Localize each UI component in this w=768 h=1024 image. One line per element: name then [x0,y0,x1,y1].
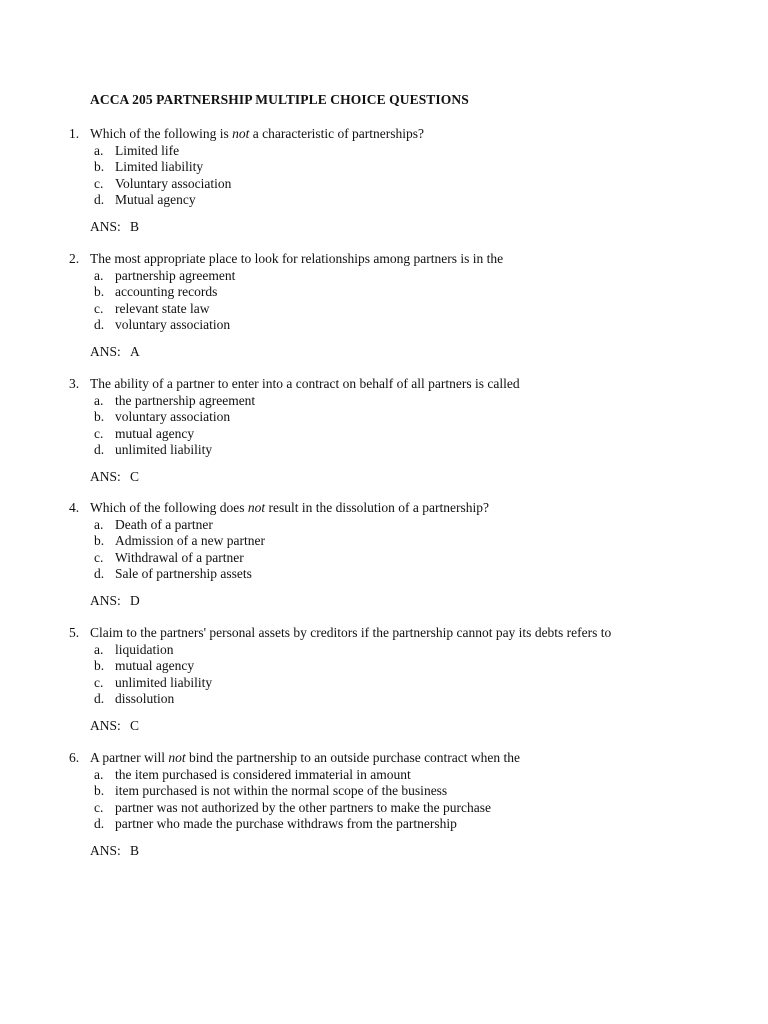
option-letter: c. [94,549,104,565]
option-letter: d. [94,691,105,706]
question-text-pre: Which of the following is [90,126,233,141]
option-a [0,393,768,410]
question-stem [0,625,768,642]
answer-label: ANS: [90,343,121,359]
answer-line [0,843,768,860]
option-text: Admission of a new partner [115,533,265,548]
answer-value: C [130,468,140,484]
option-text: partnership agreement [115,267,236,283]
question-text [90,126,424,143]
answer-line [0,219,768,236]
option-text: partner was not authorized by the other partners to make the purchase [115,799,491,815]
question-number: 2. [69,251,80,266]
question-text-emphasis: not [247,500,266,515]
answer-label: ANS: [90,842,121,858]
option-text: Death of a partner [115,516,213,532]
document-title: ACCA 205 PARTNERSHIP MULTIPLE CHOICE QUESTIONS [90,92,469,107]
option-text: mutual agency [115,425,195,441]
option-text: relevant state law [115,300,210,316]
option-letter: b. [94,409,105,424]
option-letter: b. [94,783,105,798]
option-d [0,566,768,583]
option-text: Voluntary association [115,175,232,191]
option-d [0,816,768,833]
option-text: dissolution [115,691,175,706]
question-text-pre: The most appropriate place to look for relationships among partners is in the [90,251,504,266]
answer-label: ANS: [90,592,121,608]
option-text: mutual agency [115,658,195,673]
question-text [90,376,520,393]
question-text-pre: A partner will [90,750,169,765]
question-stem [0,500,768,517]
option-letter: d. [94,317,105,332]
question-2 [0,251,768,360]
answer-value: C [130,717,140,733]
option-letter: c. [94,300,104,316]
option-text: voluntary association [115,317,231,332]
question-number: 3. [69,376,80,391]
option-text: unlimited liability [115,674,213,690]
option-b [0,409,768,426]
option-text: the partnership agreement [115,392,256,408]
option-b [0,783,768,800]
option-letter: c. [94,674,104,690]
option-text: item purchased is not within the normal scope of the business [115,783,448,798]
option-letter: b. [94,159,105,174]
option-d [0,192,768,209]
question-text [90,251,503,268]
option-d [0,442,768,459]
option-c [0,426,768,443]
option-text: unlimited liability [115,442,213,457]
answer-value: B [130,842,140,858]
answer-label: ANS: [90,717,121,733]
option-letter: d. [94,566,105,581]
option-c [0,176,768,193]
answer-label: ANS: [90,468,121,484]
option-text: partner who made the purchase withdraws from the partnership [115,816,457,831]
option-letter: b. [94,284,105,299]
question-text-post: bind the partnership to an outside purchase contract when the [185,750,521,765]
option-b [0,159,768,176]
option-text: Sale of partnership assets [115,566,252,581]
question-4 [0,500,768,609]
question-text-pre: The ability of a partner to enter into a contract on behalf of all partners is called [90,376,520,391]
question-text-emphasis: not [232,126,250,141]
option-text: Mutual agency [115,192,196,207]
option-c [0,675,768,692]
option-a [0,767,768,784]
answer-line [0,344,768,361]
option-b [0,533,768,550]
answer-value: D [130,592,140,608]
option-text: liquidation [115,641,174,657]
option-c [0,800,768,817]
question-text [90,625,611,642]
option-a [0,268,768,285]
option-a [0,517,768,534]
question-text-post: result in the dissolution of a partnership? [265,500,489,515]
option-text: Withdrawal of a partner [115,549,244,565]
option-letter: d. [94,192,105,207]
option-letter: c. [94,425,104,441]
answer-line [0,593,768,610]
option-letter: c. [94,799,104,815]
option-letter: a. [94,766,104,782]
question-text-emphasis: not [168,750,186,765]
option-text: accounting records [115,284,218,299]
question-number: 4. [69,500,80,515]
question-stem [0,750,768,767]
option-text: voluntary association [115,409,231,424]
answer-line [0,469,768,486]
question-3 [0,376,768,485]
option-letter: a. [94,392,104,408]
option-c [0,301,768,318]
question-text-pre: Which of the following does [90,500,248,515]
option-b [0,284,768,301]
option-text: the item purchased is considered immaterial in amount [115,766,411,782]
option-letter: a. [94,267,104,283]
option-d [0,317,768,334]
question-1 [0,126,768,235]
question-6 [0,750,768,859]
option-a [0,642,768,659]
question-text [90,500,489,517]
option-letter: d. [94,816,105,831]
answer-value: A [130,343,140,359]
option-text: Limited liability [115,159,204,174]
question-stem [0,126,768,143]
option-letter: d. [94,442,105,457]
question-stem [0,376,768,393]
question-stem [0,251,768,268]
option-letter: b. [94,533,105,548]
option-letter: b. [94,658,105,673]
option-letter: a. [94,641,104,657]
option-b [0,658,768,675]
option-d [0,691,768,708]
question-number: 5. [69,625,80,640]
question-number: 6. [69,750,80,765]
question-5 [0,625,768,734]
option-a [0,143,768,160]
answer-label: ANS: [90,218,121,234]
question-text-pre: Claim to the partners' personal assets by creditors if the partnership cannot pay its debts refers to [90,625,612,640]
answer-line [0,718,768,735]
question-text-post: a characteristic of partnerships? [249,126,425,141]
option-text: Limited life [115,142,180,158]
option-letter: a. [94,516,104,532]
question-text [90,750,520,767]
option-c [0,550,768,567]
answer-value: B [130,218,140,234]
question-number: 1. [69,126,80,141]
option-letter: a. [94,142,104,158]
option-letter: c. [94,175,104,191]
